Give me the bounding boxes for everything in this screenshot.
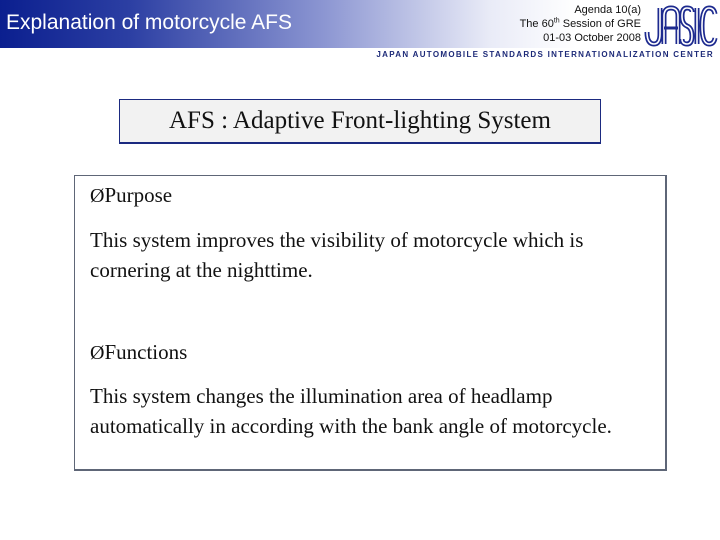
- arrow-bullet-icon: Ø: [90, 342, 105, 364]
- header-band: [0, 0, 720, 48]
- functions-text: This system changes the illumination area of headlamp automatically in according with the bank angle of motorcycle.: [90, 384, 612, 438]
- purpose-heading: ØPurpose: [90, 183, 173, 207]
- content-box: [74, 175, 667, 471]
- agenda-line-2: The 60th Session of GRE: [519, 17, 641, 30]
- slide-title: Explanation of motorcycle AFS: [6, 11, 292, 34]
- afs-title-box: AFS : Adaptive Front-lighting System: [119, 99, 601, 144]
- agenda-line-1: Agenda 10(a): [574, 4, 641, 16]
- arrow-bullet-icon: Ø: [90, 185, 105, 207]
- organization-name: JAPAN AUTOMOBILE STANDARDS INTERNATIONALIZATION CENTER: [376, 50, 714, 59]
- agenda-line-3: 01-03 October 2008: [543, 32, 641, 44]
- agenda-info: [461, 3, 641, 45]
- purpose-text: This system improves the visibility of motorcycle which is cornering at the nighttime.: [90, 228, 584, 282]
- functions-heading: ØFunctions: [90, 340, 188, 364]
- jasic-logo: [644, 2, 718, 47]
